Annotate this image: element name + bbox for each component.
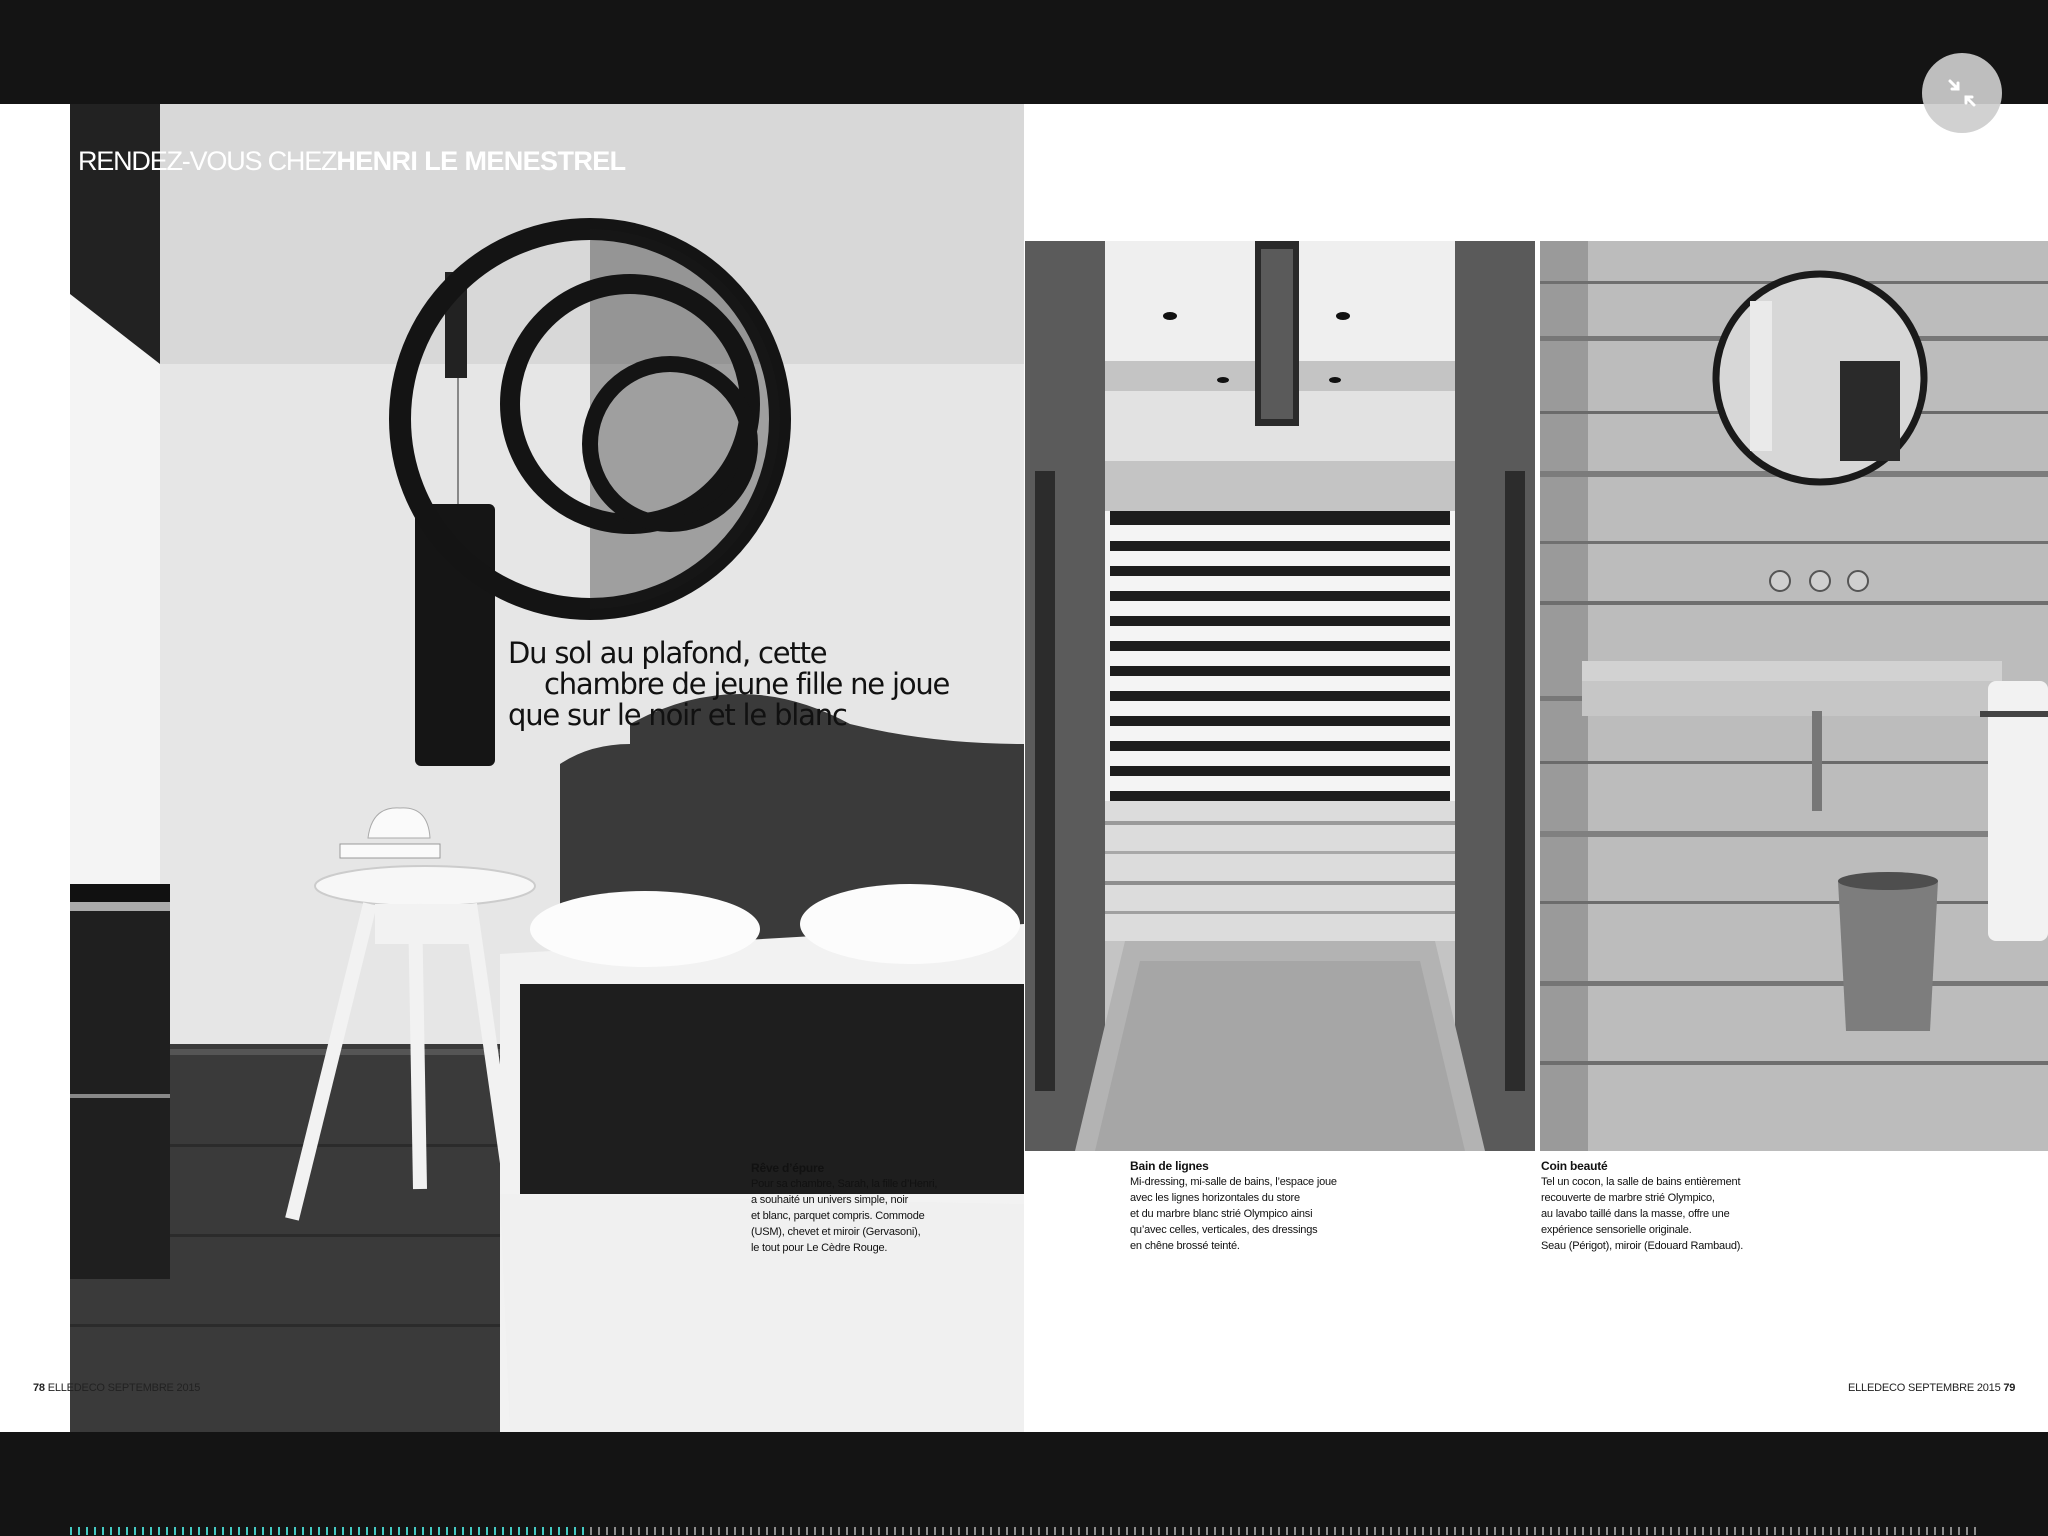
progress-tick [1438,1527,1440,1535]
progress-tick [1038,1527,1040,1535]
progress-tick [894,1527,896,1535]
caption-line: qu’avec celles, verticales, des dressings [1130,1224,1318,1236]
progress-tick [518,1527,520,1535]
viewer-top-bar [0,0,2048,104]
progress-tick [558,1527,560,1535]
progress-tick [606,1527,608,1535]
progress-tick [662,1527,664,1535]
progress-tick [1918,1527,1920,1535]
progress-tick [334,1527,336,1535]
progress-tick [798,1527,800,1535]
progress-tick [990,1527,992,1535]
progress-tick [1198,1527,1200,1535]
progress-tick [1558,1527,1560,1535]
progress-tick [670,1527,672,1535]
progress-tick [390,1527,392,1535]
progress-tick [574,1527,576,1535]
page-number: 79 [2003,1382,2016,1394]
progress-tick [1686,1527,1688,1535]
progress-tick [326,1527,328,1535]
progress-tick [1854,1527,1856,1535]
progress-tick [1878,1527,1880,1535]
progress-tick [1454,1527,1456,1535]
caption-line: Pour sa chambre, Sarah, la fille d’Henri, [751,1178,938,1190]
progress-tick [190,1527,192,1535]
progress-tick [1638,1527,1640,1535]
progress-tick [126,1527,128,1535]
progress-tick [1646,1527,1648,1535]
progress-tick [1182,1527,1184,1535]
progress-tick [758,1527,760,1535]
progress-tick [1606,1527,1608,1535]
progress-tick [430,1527,432,1535]
progress-tick [918,1527,920,1535]
progress-tick [198,1527,200,1535]
progress-tick [542,1527,544,1535]
progress-tick [870,1527,872,1535]
page-progress-bar[interactable] [70,1527,1978,1535]
kicker-name: HENRI LE MENESTREL [336,146,626,176]
progress-tick [630,1527,632,1535]
left-folio [33,1382,200,1394]
progress-tick [1230,1527,1232,1535]
progress-tick [1822,1527,1824,1535]
progress-tick [1782,1527,1784,1535]
progress-tick [1102,1527,1104,1535]
progress-tick [1774,1527,1776,1535]
progress-tick [1702,1527,1704,1535]
progress-tick [1390,1527,1392,1535]
caption-line: et blanc, parquet compris. Commode [751,1210,925,1222]
progress-tick [934,1527,936,1535]
progress-tick [1902,1527,1904,1535]
progress-tick [1958,1527,1960,1535]
progress-tick [422,1527,424,1535]
progress-tick [686,1527,688,1535]
progress-tick [1318,1527,1320,1535]
progress-tick [1254,1527,1256,1535]
exit-fullscreen-icon [1944,75,1980,111]
progress-tick [342,1527,344,1535]
progress-tick [1678,1527,1680,1535]
progress-tick [838,1527,840,1535]
progress-tick [1374,1527,1376,1535]
progress-tick [726,1527,728,1535]
progress-tick [1006,1527,1008,1535]
progress-tick [1470,1527,1472,1535]
progress-tick [1590,1527,1592,1535]
progress-tick [1358,1527,1360,1535]
progress-tick [230,1527,232,1535]
progress-tick [910,1527,912,1535]
progress-tick [1174,1527,1176,1535]
bedroom-caption [751,1160,937,1256]
progress-tick [958,1527,960,1535]
progress-tick [1622,1527,1624,1535]
progress-tick [1798,1527,1800,1535]
bathroom-caption [1130,1158,1337,1254]
progress-tick [494,1527,496,1535]
progress-tick [350,1527,352,1535]
progress-tick [1870,1527,1872,1535]
progress-tick [1246,1527,1248,1535]
right-folio [1848,1382,2015,1394]
progress-tick [1718,1527,1720,1535]
progress-tick [134,1527,136,1535]
progress-tick [174,1527,176,1535]
progress-tick [982,1527,984,1535]
progress-tick [1414,1527,1416,1535]
progress-tick [1766,1527,1768,1535]
progress-tick [1150,1527,1152,1535]
progress-tick [1582,1527,1584,1535]
progress-tick [302,1527,304,1535]
progress-tick [398,1527,400,1535]
progress-tick [1046,1527,1048,1535]
progress-tick [1694,1527,1696,1535]
progress-tick [830,1527,832,1535]
progress-tick [1142,1527,1144,1535]
progress-tick [1526,1527,1528,1535]
progress-tick [1070,1527,1072,1535]
progress-tick [1910,1527,1912,1535]
caption-line: expérience sensorielle originale. [1541,1224,1692,1236]
progress-tick [358,1527,360,1535]
progress-tick [478,1527,480,1535]
progress-ticks [70,1527,1978,1535]
progress-tick [1278,1527,1280,1535]
progress-tick [1926,1527,1928,1535]
progress-tick [950,1527,952,1535]
progress-tick [1478,1527,1480,1535]
progress-tick [1630,1527,1632,1535]
caption-line: au lavabo taillé dans la masse, offre une [1541,1208,1730,1220]
progress-tick [1974,1527,1976,1535]
progress-tick [1942,1527,1944,1535]
progress-tick [822,1527,824,1535]
progress-tick [1614,1527,1616,1535]
progress-tick [118,1527,120,1535]
folio-text: ELLEDECO SEPTEMBRE 2015 [47,1382,201,1394]
progress-tick [1110,1527,1112,1535]
progress-tick [1310,1527,1312,1535]
progress-tick [1742,1527,1744,1535]
progress-tick [486,1527,488,1535]
article-kicker [78,146,626,177]
progress-tick [1446,1527,1448,1535]
progress-tick [254,1527,256,1535]
progress-tick [454,1527,456,1535]
progress-tick [1406,1527,1408,1535]
progress-tick [582,1527,584,1535]
progress-tick [294,1527,296,1535]
caption-line: Mi-dressing, mi-salle de bains, l’espace joue [1130,1176,1337,1188]
progress-tick [878,1527,880,1535]
progress-tick [86,1527,88,1535]
progress-tick [1494,1527,1496,1535]
progress-tick [1814,1527,1816,1535]
progress-tick [1342,1527,1344,1535]
progress-tick [790,1527,792,1535]
progress-tick [742,1527,744,1535]
exit-fullscreen-button[interactable] [1922,53,2002,133]
caption-line: recouverte de marbre strié Olympico, [1541,1192,1715,1204]
progress-tick [1262,1527,1264,1535]
progress-tick [102,1527,104,1535]
progress-tick [750,1527,752,1535]
progress-tick [702,1527,704,1535]
caption-line: a souhaité un univers simple, noir [751,1194,909,1206]
progress-tick [886,1527,888,1535]
progress-tick [1134,1527,1136,1535]
progress-tick [462,1527,464,1535]
progress-tick [1062,1527,1064,1535]
progress-tick [1334,1527,1336,1535]
progress-tick [510,1527,512,1535]
progress-tick [502,1527,504,1535]
progress-tick [718,1527,720,1535]
progress-tick [694,1527,696,1535]
progress-tick [654,1527,656,1535]
progress-tick [806,1527,808,1535]
progress-tick [182,1527,184,1535]
progress-tick [1510,1527,1512,1535]
progress-tick [1966,1527,1968,1535]
progress-tick [206,1527,208,1535]
progress-tick [310,1527,312,1535]
progress-tick [734,1527,736,1535]
progress-tick [1894,1527,1896,1535]
progress-tick [1022,1527,1024,1535]
progress-tick [1270,1527,1272,1535]
progress-tick [158,1527,160,1535]
progress-tick [1758,1527,1760,1535]
page-number: 78 [33,1382,45,1394]
progress-tick [286,1527,288,1535]
progress-tick [1662,1527,1664,1535]
progress-tick [1550,1527,1552,1535]
pull-quote-line-1: Du sol au plafond, cette [508,636,827,670]
progress-tick [638,1527,640,1535]
progress-tick [374,1527,376,1535]
progress-tick [110,1527,112,1535]
progress-tick [854,1527,856,1535]
progress-tick [1670,1527,1672,1535]
progress-tick [438,1527,440,1535]
progress-tick [678,1527,680,1535]
progress-tick [1734,1527,1736,1535]
progress-tick [446,1527,448,1535]
progress-tick [782,1527,784,1535]
progress-tick [1158,1527,1160,1535]
progress-tick [1598,1527,1600,1535]
progress-tick [1094,1527,1096,1535]
progress-tick [318,1527,320,1535]
progress-tick [1806,1527,1808,1535]
progress-tick [998,1527,1000,1535]
progress-tick [1534,1527,1536,1535]
progress-tick [622,1527,624,1535]
progress-tick [1054,1527,1056,1535]
progress-tick [1838,1527,1840,1535]
caption-title: Coin beauté [1541,1159,1608,1173]
progress-tick [1206,1527,1208,1535]
progress-tick [1126,1527,1128,1535]
progress-tick [710,1527,712,1535]
progress-tick [1430,1527,1432,1535]
progress-tick [1214,1527,1216,1535]
progress-tick [222,1527,224,1535]
progress-tick [526,1527,528,1535]
progress-tick [1862,1527,1864,1535]
caption-line: (USM), chevet et miroir (Gervasoni), [751,1226,921,1238]
progress-tick [1366,1527,1368,1535]
progress-tick [262,1527,264,1535]
progress-tick [1078,1527,1080,1535]
progress-tick [1726,1527,1728,1535]
progress-tick [270,1527,272,1535]
progress-tick [1190,1527,1192,1535]
progress-tick [550,1527,552,1535]
progress-tick [150,1527,152,1535]
viewer-bottom-bar [0,1432,2048,1536]
progress-tick [926,1527,928,1535]
progress-tick [1030,1527,1032,1535]
progress-tick [1566,1527,1568,1535]
progress-tick [598,1527,600,1535]
progress-tick [1014,1527,1016,1535]
progress-tick [142,1527,144,1535]
progress-tick [1950,1527,1952,1535]
progress-tick [1118,1527,1120,1535]
magazine-spread [0,104,2048,1432]
caption-title: Bain de lignes [1130,1159,1209,1173]
progress-tick [70,1527,72,1535]
progress-tick [1574,1527,1576,1535]
progress-tick [1934,1527,1936,1535]
progress-tick [1286,1527,1288,1535]
progress-tick [214,1527,216,1535]
progress-tick [1422,1527,1424,1535]
progress-tick [1462,1527,1464,1535]
progress-tick [966,1527,968,1535]
progress-tick [94,1527,96,1535]
kicker-prefix: RENDEZ-VOUS CHEZ [78,146,337,176]
progress-tick [406,1527,408,1535]
progress-tick [1502,1527,1504,1535]
vanity-caption [1541,1158,1743,1254]
progress-tick [1350,1527,1352,1535]
progress-tick [1302,1527,1304,1535]
progress-tick [470,1527,472,1535]
caption-line: le tout pour Le Cèdre Rouge. [751,1242,888,1254]
progress-tick [1486,1527,1488,1535]
progress-tick [846,1527,848,1535]
caption-title: Rêve d’épure [751,1161,824,1175]
pull-quote [508,638,949,731]
progress-tick [1846,1527,1848,1535]
progress-tick [1886,1527,1888,1535]
progress-tick [1518,1527,1520,1535]
progress-tick [1542,1527,1544,1535]
progress-tick [1238,1527,1240,1535]
progress-tick [1166,1527,1168,1535]
progress-tick [1654,1527,1656,1535]
progress-tick [862,1527,864,1535]
pull-quote-line-2: chambre de jeune fille ne joue [544,667,950,701]
caption-line: Seau (Périgot), miroir (Edouard Rambaud). [1541,1240,1744,1252]
progress-tick [1382,1527,1384,1535]
progress-tick [942,1527,944,1535]
progress-tick [1790,1527,1792,1535]
progress-tick [278,1527,280,1535]
progress-tick [590,1527,592,1535]
progress-tick [1326,1527,1328,1535]
progress-tick [814,1527,816,1535]
progress-tick [166,1527,168,1535]
progress-tick [366,1527,368,1535]
progress-tick [1830,1527,1832,1535]
progress-tick [414,1527,416,1535]
progress-tick [974,1527,976,1535]
caption-line: avec les lignes horizontales du store [1130,1192,1300,1204]
progress-tick [566,1527,568,1535]
progress-tick [534,1527,536,1535]
progress-tick [766,1527,768,1535]
progress-tick [1750,1527,1752,1535]
progress-tick [1086,1527,1088,1535]
progress-tick [1398,1527,1400,1535]
progress-tick [1222,1527,1224,1535]
pull-quote-line-3: que sur le noir et le blanc [508,698,847,732]
progress-tick [614,1527,616,1535]
caption-line: Tel un cocon, la salle de bains entièrement [1541,1176,1741,1188]
caption-line: et du marbre blanc strié Olympico ainsi [1130,1208,1313,1220]
vanity-photo [1540,241,2048,1151]
progress-tick [902,1527,904,1535]
progress-tick [78,1527,80,1535]
progress-tick [646,1527,648,1535]
progress-tick [238,1527,240,1535]
bathroom-photo [1025,241,1535,1151]
progress-tick [774,1527,776,1535]
progress-tick [1710,1527,1712,1535]
caption-line: en chêne brossé teinté. [1130,1240,1240,1252]
folio-text: ELLEDECO SEPTEMBRE 2015 [1848,1382,2001,1394]
progress-tick [382,1527,384,1535]
progress-tick [246,1527,248,1535]
progress-tick [1294,1527,1296,1535]
